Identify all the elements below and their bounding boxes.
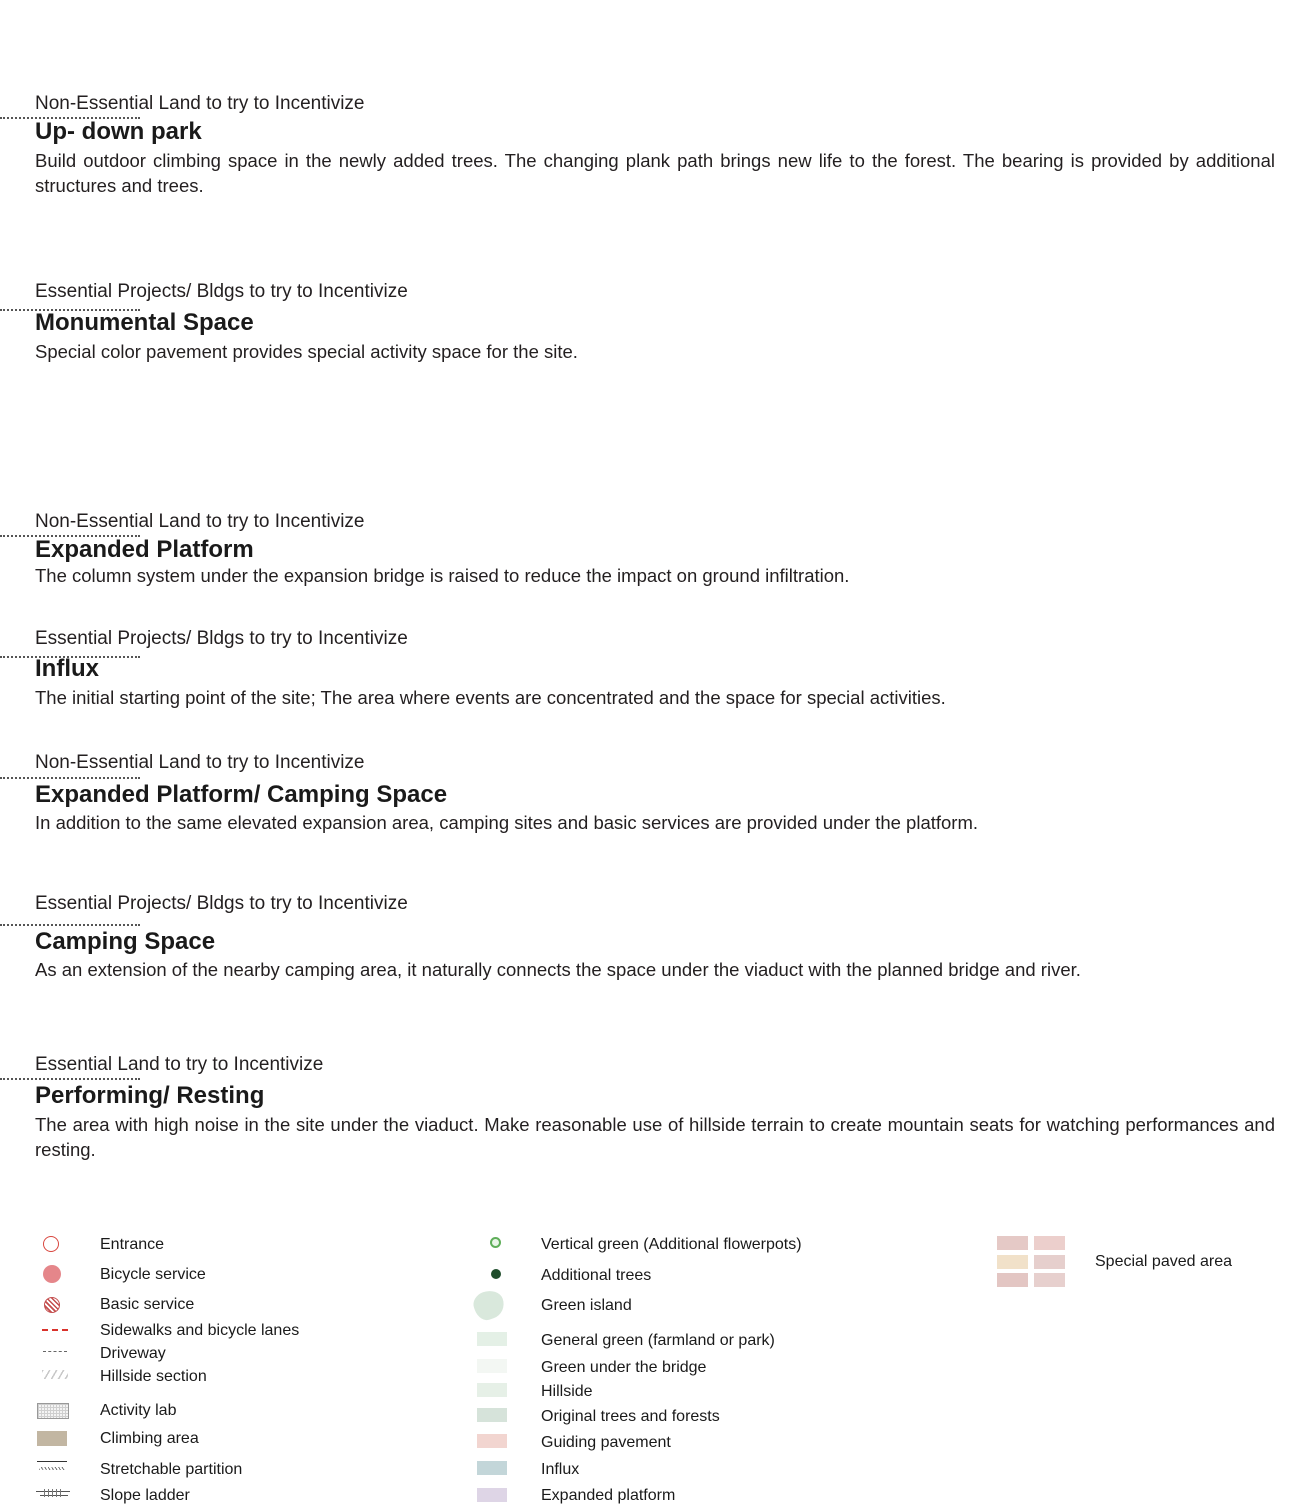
basic-service-hatched-icon	[44, 1297, 60, 1313]
dotted-leader	[0, 535, 140, 537]
section-category: Essential Projects/ Bldgs to try to Incentivize	[35, 628, 408, 649]
legend-label: Vertical green (Additional flowerpots)	[541, 1236, 802, 1253]
hillside-hatch-icon	[42, 1370, 68, 1379]
green-island-icon	[470, 1287, 508, 1324]
legend-label: Bicycle service	[100, 1266, 206, 1283]
section-title: Camping Space	[35, 928, 216, 955]
general-green-swatch-icon	[477, 1332, 507, 1346]
legend-label: Green under the bridge	[541, 1359, 707, 1376]
legend-label: Driveway	[100, 1345, 166, 1362]
legend-label: General green (farmland or park)	[541, 1332, 775, 1349]
special-paved-area-grid-icon	[997, 1236, 1065, 1288]
dotted-leader	[0, 777, 140, 779]
section-title: Monumental Space	[35, 309, 254, 336]
section-title: Performing/ Resting	[35, 1082, 265, 1109]
legend-label: Original trees and forests	[541, 1408, 720, 1425]
section-description: Build outdoor climbing space in the newly added trees. The changing plank path brings new life to the forest. The bearing is provided by additional structures and trees.	[35, 150, 1275, 196]
section-description: As an extension of the nearby camping area, it naturally connects the space under the viaduct with the planned bridge and river.	[35, 959, 1081, 980]
section-description: The initial starting point of the site; The area where events are concentrated and the space for special activities.	[35, 687, 946, 708]
section-expanded-platform	[35, 511, 1275, 589]
section-description: Special color pavement provides special activity space for the site.	[35, 341, 578, 362]
climbing-area-swatch-icon	[37, 1431, 67, 1446]
legend-label: Sidewalks and bicycle lanes	[100, 1322, 300, 1339]
legend-label: Climbing area	[100, 1430, 199, 1447]
bicycle-service-dot-icon	[43, 1265, 61, 1283]
expanded-platform-swatch-icon	[477, 1488, 507, 1502]
slope-ladder-icon	[36, 1489, 70, 1499]
section-performing-resting	[35, 1054, 1275, 1162]
section-title: Influx	[35, 655, 99, 682]
legend-label: Expanded platform	[541, 1487, 676, 1504]
dotted-leader	[0, 1078, 140, 1080]
section-camping-space	[35, 893, 1275, 983]
original-trees-swatch-icon	[477, 1408, 507, 1422]
section-category: Essential Land to try to Incentivize	[35, 1054, 324, 1075]
additional-tree-dot-icon	[491, 1269, 501, 1279]
section-up-down-park	[35, 93, 1275, 198]
activity-lab-grid-icon	[37, 1403, 69, 1419]
section-description: The area with high noise in the site under the viaduct. Make reasonable use of hillside terrain to create mountain seats for watching performances and resting.	[35, 1114, 1275, 1160]
section-description: The column system under the expansion bridge is raised to reduce the impact on ground infiltration.	[35, 565, 850, 586]
influx-swatch-icon	[477, 1461, 507, 1475]
dotted-leader	[0, 924, 140, 926]
section-description: In addition to the same elevated expansion area, camping sites and basic services are provided under the platform.	[35, 812, 979, 833]
section-category: Essential Projects/ Bldgs to try to Incentivize	[35, 281, 408, 302]
section-expanded-platform-camping	[35, 752, 1275, 836]
dotted-leader	[0, 656, 140, 658]
legend-label: Entrance	[100, 1236, 165, 1253]
stretchable-partition-icon	[37, 1461, 67, 1473]
section-title: Expanded Platform/ Camping Space	[35, 781, 448, 808]
guiding-pavement-swatch-icon	[477, 1434, 507, 1448]
gray-dashed-line-icon	[43, 1351, 67, 1352]
legend-label: Guiding pavement	[541, 1434, 671, 1451]
section-influx	[35, 628, 1275, 711]
section-category: Essential Projects/ Bldgs to try to Incentivize	[35, 893, 408, 914]
dotted-leader	[0, 309, 140, 311]
section-category: Non-Essential Land to try to Incentivize	[35, 752, 365, 773]
hillside-swatch-icon	[477, 1383, 507, 1397]
legend-label: Additional trees	[541, 1267, 652, 1284]
legend-label: Basic service	[100, 1296, 195, 1313]
legend-label: Hillside section	[100, 1368, 207, 1385]
legend-label: Activity lab	[100, 1402, 177, 1419]
dotted-leader	[0, 117, 140, 119]
vertical-green-dot-icon	[490, 1237, 501, 1248]
section-monumental-space	[35, 281, 1275, 365]
legend-label: Special paved area	[1095, 1253, 1232, 1270]
legend-label: Slope ladder	[100, 1487, 190, 1504]
legend-label: Influx	[541, 1461, 580, 1478]
red-dashed-line-icon	[42, 1329, 68, 1331]
legend-label: Stretchable partition	[100, 1461, 243, 1478]
section-title: Up- down park	[35, 118, 202, 145]
entrance-ring-icon	[43, 1236, 59, 1252]
legend-label: Hillside	[541, 1383, 593, 1400]
section-category: Non-Essential Land to try to Incentivize	[35, 93, 365, 114]
section-title: Expanded Platform	[35, 536, 254, 563]
green-under-bridge-swatch-icon	[477, 1359, 507, 1373]
legend-label: Green island	[541, 1297, 632, 1314]
section-category: Non-Essential Land to try to Incentivize	[35, 511, 365, 532]
